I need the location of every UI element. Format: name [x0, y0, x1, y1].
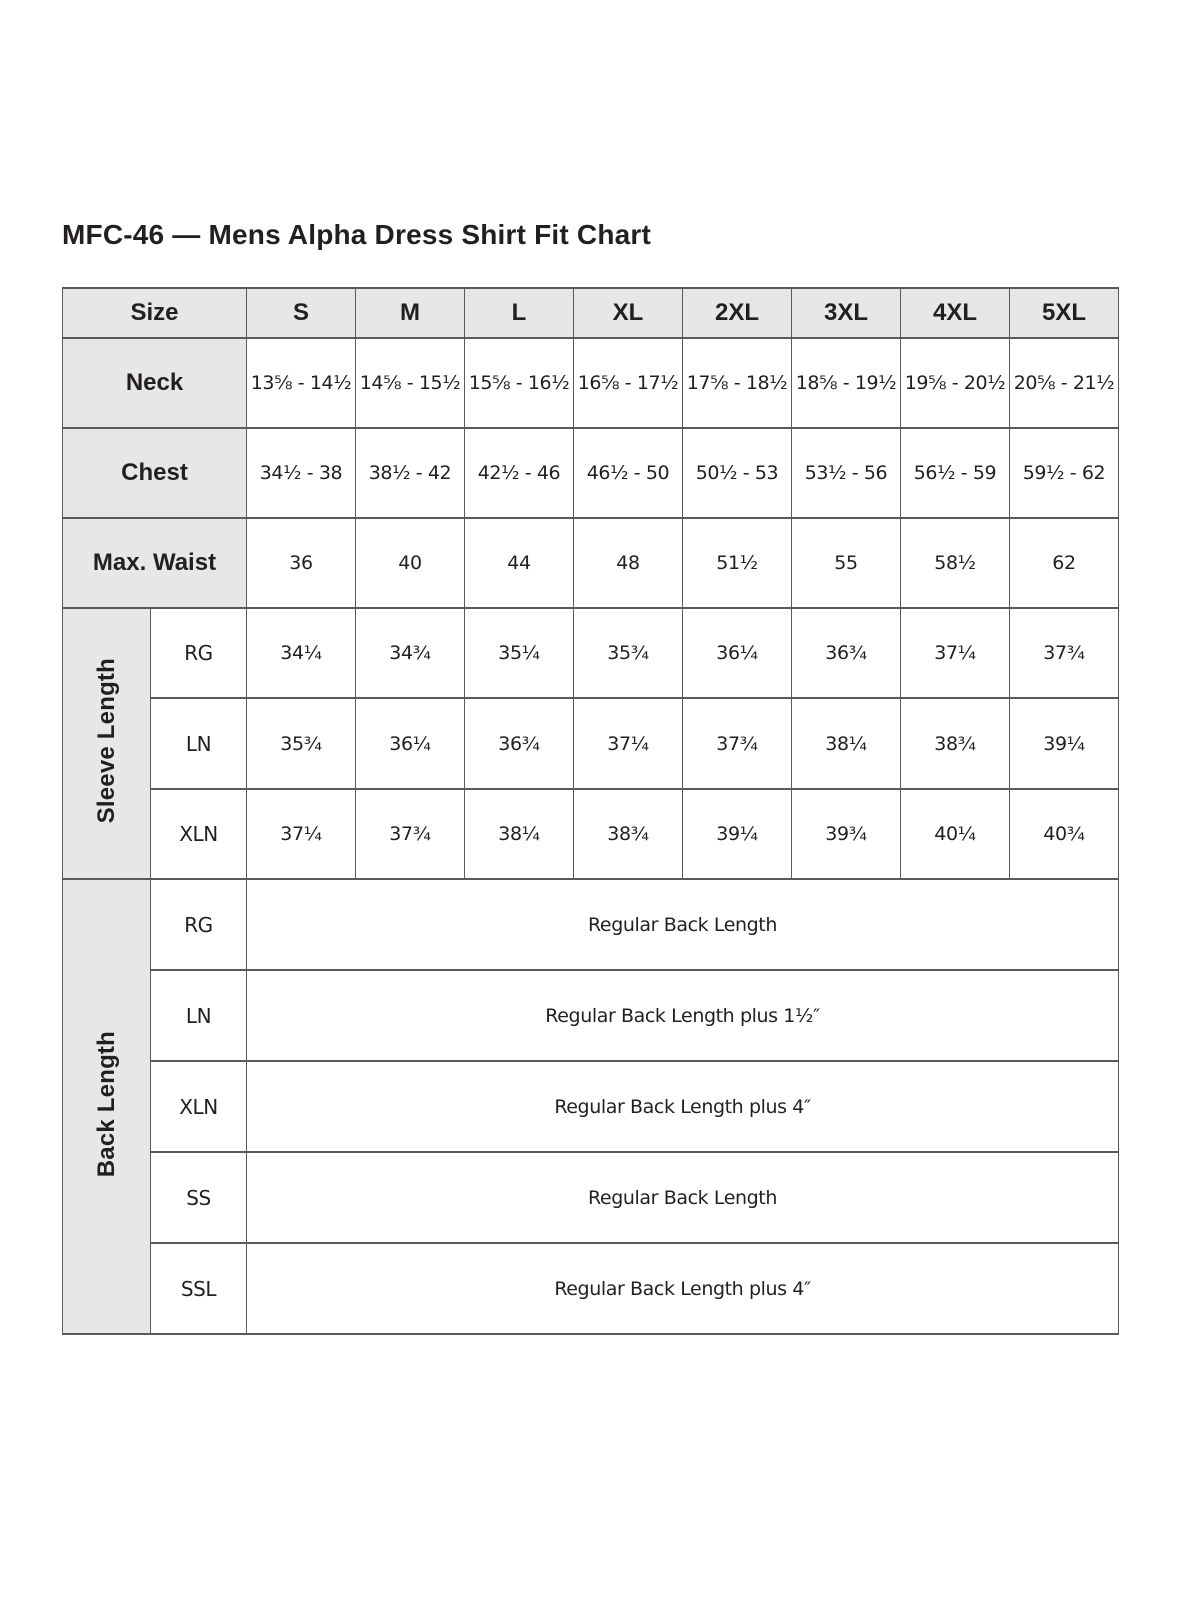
neck-row-label: Neck: [63, 338, 247, 428]
size-column-header-2xl: 2XL: [683, 288, 792, 338]
neck-value-cell: 16⅝ - 17½: [574, 338, 683, 428]
size-header-row: [63, 288, 1119, 338]
back-ss-description-cell: Regular Back Length: [247, 1152, 1119, 1243]
chest-row: [63, 428, 1119, 518]
sleeve-xln-value-cell: 38¼: [465, 789, 574, 879]
size-column-header-3xl: 3XL: [792, 288, 901, 338]
back-ln-code-label: LN: [151, 970, 247, 1061]
sleeve-ln-value-cell: 38¼: [792, 698, 901, 789]
max-waist-row: [63, 518, 1119, 608]
neck-value-cell: 19⅝ - 20½: [901, 338, 1010, 428]
sleeve-rg-value-cell: 34¾: [356, 608, 465, 698]
back-ssl-row: [63, 1243, 1119, 1334]
neck-value-cell: 18⅝ - 19½: [792, 338, 901, 428]
sleeve-ln-code-label: LN: [151, 698, 247, 789]
sleeve-xln-value-cell: 40¾: [1010, 789, 1119, 879]
size-column-header-s: S: [247, 288, 356, 338]
size-header-cell: Size: [63, 288, 247, 338]
sleeve-ln-value-cell: 36¾: [465, 698, 574, 789]
back-rg-code-label: RG: [151, 879, 247, 970]
back-length-group-cell: [63, 879, 151, 1334]
back-xln-code-label: XLN: [151, 1061, 247, 1152]
sleeve-ln-value-cell: 37¼: [574, 698, 683, 789]
sleeve-rg-value-cell: 35¾: [574, 608, 683, 698]
size-column-header-5xl: 5XL: [1010, 288, 1119, 338]
max-waist-value-cell: 48: [574, 518, 683, 608]
max-waist-value-cell: 51½: [683, 518, 792, 608]
sleeve-xln-row: [63, 789, 1119, 879]
neck-value-cell: 15⅝ - 16½: [465, 338, 574, 428]
max-waist-value-cell: 44: [465, 518, 574, 608]
sleeve-ln-value-cell: 35¾: [247, 698, 356, 789]
sleeve-rg-value-cell: 36¾: [792, 608, 901, 698]
back-ssl-description-cell: Regular Back Length plus 4″: [247, 1243, 1119, 1334]
back-ss-code-label: SS: [151, 1152, 247, 1243]
sleeve-ln-value-cell: 37¾: [683, 698, 792, 789]
sleeve-xln-value-cell: 38¾: [574, 789, 683, 879]
sleeve-xln-value-cell: 39¾: [792, 789, 901, 879]
sleeve-xln-value-cell: 37¾: [356, 789, 465, 879]
chest-value-cell: 59½ - 62: [1010, 428, 1119, 518]
max-waist-row-label: Max. Waist: [63, 518, 247, 608]
sleeve-rg-value-cell: 37¾: [1010, 608, 1119, 698]
neck-row: [63, 338, 1119, 428]
sleeve-rg-value-cell: 37¼: [901, 608, 1010, 698]
page-title: MFC-46 — Mens Alpha Dress Shirt Fit Chart: [62, 219, 652, 250]
back-ln-row: [63, 970, 1119, 1061]
chest-value-cell: 34½ - 38: [247, 428, 356, 518]
back-ss-row: [63, 1152, 1119, 1243]
neck-value-cell: 17⅝ - 18½: [683, 338, 792, 428]
back-ssl-code-label: SSL: [151, 1243, 247, 1334]
neck-value-cell: 13⅝ - 14½: [247, 338, 356, 428]
size-column-header-m: M: [356, 288, 465, 338]
back-length-group-label: Back Length: [92, 1030, 120, 1178]
chest-value-cell: 42½ - 46: [465, 428, 574, 518]
max-waist-value-cell: 36: [247, 518, 356, 608]
sleeve-xln-value-cell: 39¼: [683, 789, 792, 879]
chest-value-cell: 46½ - 50: [574, 428, 683, 518]
back-xln-description-cell: Regular Back Length plus 4″: [247, 1061, 1119, 1152]
back-xln-row: [63, 1061, 1119, 1152]
back-ln-description-cell: Regular Back Length plus 1½″: [247, 970, 1119, 1061]
sleeve-length-group-cell: [63, 608, 151, 879]
back-rg-row: [63, 879, 1119, 970]
sleeve-ln-value-cell: 36¼: [356, 698, 465, 789]
max-waist-value-cell: 62: [1010, 518, 1119, 608]
max-waist-value-cell: 58½: [901, 518, 1010, 608]
sleeve-ln-row: [63, 698, 1119, 789]
sleeve-xln-code-label: XLN: [151, 789, 247, 879]
chest-value-cell: 53½ - 56: [792, 428, 901, 518]
sleeve-ln-value-cell: 39¼: [1010, 698, 1119, 789]
sleeve-rg-row: [63, 608, 1119, 698]
sleeve-length-group-label: Sleeve Length: [92, 658, 120, 824]
sleeve-rg-value-cell: 36¼: [683, 608, 792, 698]
size-column-header-xl: XL: [574, 288, 683, 338]
sleeve-ln-value-cell: 38¾: [901, 698, 1010, 789]
size-column-header-l: L: [465, 288, 574, 338]
sleeve-rg-value-cell: 35¼: [465, 608, 574, 698]
chest-value-cell: 50½ - 53: [683, 428, 792, 518]
chest-row-label: Chest: [63, 428, 247, 518]
max-waist-value-cell: 40: [356, 518, 465, 608]
neck-value-cell: 14⅝ - 15½: [356, 338, 465, 428]
neck-value-cell: 20⅝ - 21½: [1010, 338, 1119, 428]
sleeve-xln-value-cell: 40¼: [901, 789, 1010, 879]
back-rg-description-cell: Regular Back Length: [247, 879, 1119, 970]
sleeve-xln-value-cell: 37¼: [247, 789, 356, 879]
fit-chart-table: [62, 287, 1119, 1335]
chest-value-cell: 56½ - 59: [901, 428, 1010, 518]
sleeve-rg-code-label: RG: [151, 608, 247, 698]
max-waist-value-cell: 55: [792, 518, 901, 608]
chest-value-cell: 38½ - 42: [356, 428, 465, 518]
sleeve-rg-value-cell: 34¼: [247, 608, 356, 698]
size-column-header-4xl: 4XL: [901, 288, 1010, 338]
